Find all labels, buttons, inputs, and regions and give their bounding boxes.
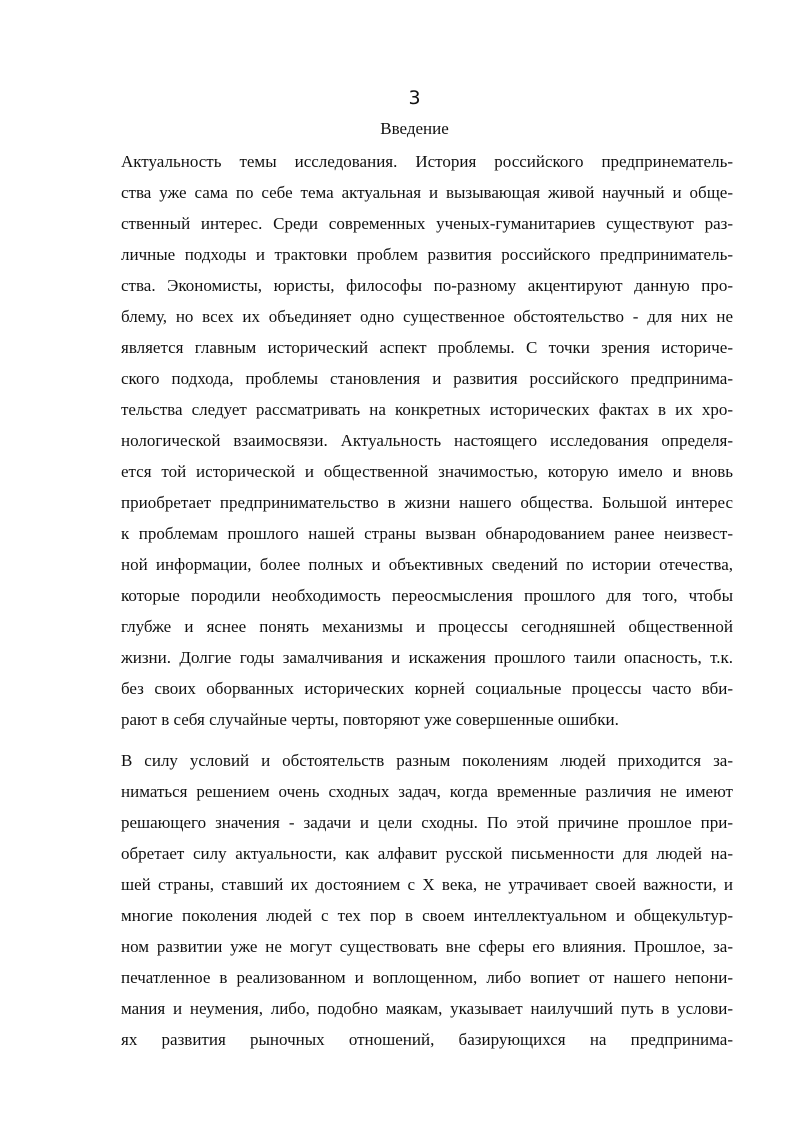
text-line: которые породили необходимость переосмысления прошлого для того, чтобы	[121, 586, 733, 605]
text-line: Актуальность темы исследования. История российского предпринематель-	[121, 152, 733, 171]
text-line: личные подходы и трактовки проблем развития российского предприниматель-	[121, 245, 733, 264]
text-line: ях развития рыночных отношений, базирующихся на предпринима-	[121, 1030, 733, 1049]
text-line: ства. Экономисты, юристы, философы по-разному акцентируют данную про-	[121, 276, 733, 295]
text-line: решающего значения - задачи и цели сходны. По этой причине прошлое при-	[121, 813, 733, 832]
page-heading: Введение	[380, 119, 449, 138]
text-line: без своих оборванных исторических корней социальные процессы часто вби-	[121, 679, 733, 698]
text-line: ной информации, более полных и объективных сведений по истории отечества,	[121, 555, 733, 574]
text-line: тельства следует рассматривать на конкретных исторических фактах в их хро-	[121, 400, 733, 419]
text-line: шей страны, ставший их достоянием с X века, не утрачивает своей важности, и	[121, 875, 733, 894]
text-line: обретает силу актуальности, как алфавит русской письменности для людей на-	[121, 844, 733, 863]
text-line: приобретает предпринимательство в жизни нашего общества. Большой интерес	[121, 493, 733, 512]
text-line: ства уже сама по себе тема актуальная и вызывающая живой научный и обще-	[121, 183, 733, 202]
text-line: ном развитии уже не могут существовать вне сферы его влияния. Прошлое, за-	[121, 937, 733, 956]
text-line: блему, но всех их объединяет одно существенное обстоятельство - для них не	[121, 307, 733, 326]
text-line: мания и неумения, либо, подобно маякам, указывает наилучший путь в услови-	[121, 999, 733, 1018]
text-line: ниматься решением очень сходных задач, когда временные различия не имеют	[121, 782, 733, 801]
text-line: ется той исторической и общественной значимостью, которую имело и вновь	[121, 462, 733, 481]
text-line: является главным исторический аспект проблемы. С точки зрения историче-	[121, 338, 733, 357]
text-line: нологической взаимосвязи. Актуальность настоящего исследования определя-	[121, 431, 733, 450]
text-line: к проблемам прошлого нашей страны вызван обнародованием ранее неизвест-	[121, 524, 733, 543]
page-number: 3	[408, 87, 421, 109]
text-line: многие поколения людей с тех пор в своем интеллектуальном и общекультур-	[121, 906, 733, 925]
text-line: рают в себя случайные черты, повторяют уже совершенные ошибки.	[121, 710, 619, 729]
text-line: глубже и яснее понять механизмы и процессы сегодняшней общественной	[121, 617, 733, 636]
text-line: жизни. Долгие годы замалчивания и искажения прошлого таили опасность, т.к.	[121, 648, 733, 667]
text-line: В силу условий и обстоятельств разным поколениям людей приходится за-	[121, 751, 733, 770]
text-line: ского подхода, проблемы становления и развития российского предпринима-	[121, 369, 733, 388]
text-line: ственный интерес. Среди современных ученых-гуманитариев существуют раз-	[121, 214, 733, 233]
text-line: печатленное в реализованном и воплощенном, либо вопиет от нашего непони-	[121, 968, 733, 987]
